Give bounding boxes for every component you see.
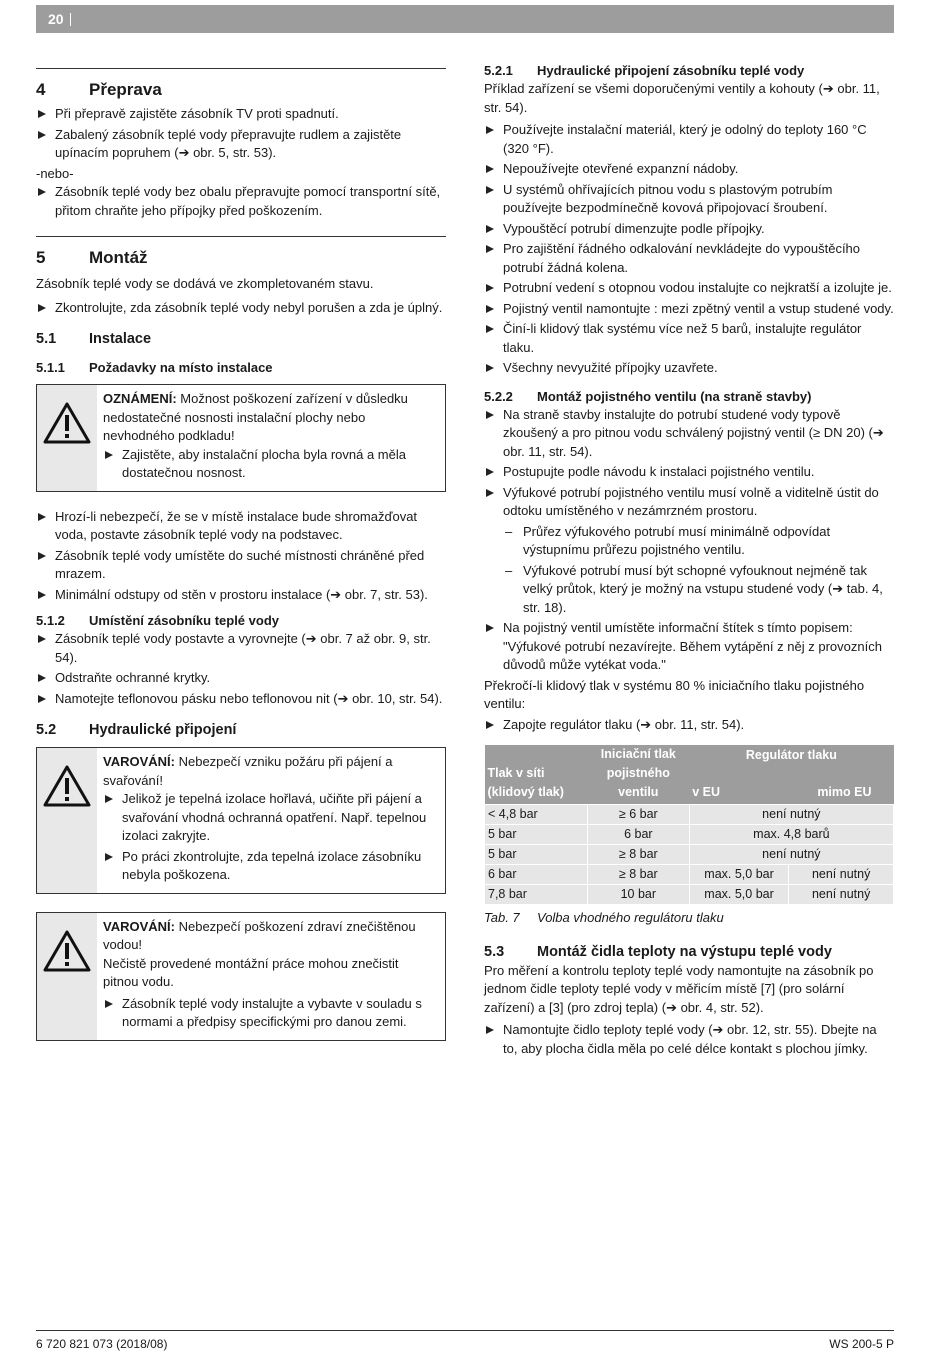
page-number: 20 <box>48 11 64 27</box>
table-cell: není nutný <box>689 845 893 865</box>
or-text: -nebo- <box>36 165 74 181</box>
table-cell: 7,8 bar <box>485 885 588 905</box>
list-item: Při přepravě zajistěte zásobník TV proti spadnutí. <box>36 105 446 124</box>
list-item: Pojistný ventil namontujte : mezi zpětný ventil a vstup studené vody. <box>484 300 894 319</box>
list-item: Minimální odstupy od stěn v prostoru instalace (➔ obr. 7, str. 53). <box>36 586 446 605</box>
list-item: Potrubní vedení s otopnou vodou instalujte co nejkratší a izolujte je. <box>484 279 894 298</box>
section-5-1-2-heading: 5.1.2 Umístění zásobníku teplé vody <box>36 613 279 628</box>
list-item: Zkontrolujte, zda zásobník teplé vody nebyl porušen a zda je úplný. <box>36 299 446 318</box>
s5-intro: Zásobník teplé vody se dodává ve zkompletovaném stavu. <box>36 276 374 291</box>
list-item: Pro zajištění řádného odkalování nevkládejte do vypouštěcího potrubí žádná kolena. <box>484 240 894 277</box>
table-header-eu: v EU <box>689 765 789 805</box>
s4-bullets <box>36 105 446 163</box>
table-row <box>485 825 894 845</box>
notice-text: OZNÁMENÍ: Možnost poškození zařízení v důsledku nedostatečné nosnosti instalační plochy nebo nevhodného podkladu! <box>103 391 408 443</box>
list-item: Vypouštěcí potrubí dimenzujte podle přípojky. <box>484 220 894 239</box>
section-5-heading: 5 Montáž <box>36 248 148 267</box>
warning-triangle-icon <box>42 401 92 445</box>
table-row <box>485 865 894 885</box>
list-item: Zásobník teplé vody postavte a vyrovnejte (➔ obr. 7 až obr. 9, str. 54). <box>36 630 446 667</box>
list-item: Hrozí-li nebezpečí, že se v místě instalace bude shromažďovat voda, postavte zásobník teplé vody na podstavec. <box>36 508 446 545</box>
warning-icon-column <box>37 913 97 1040</box>
table-cell: max. 4,8 barů <box>689 825 893 845</box>
notice-box <box>36 384 446 492</box>
list-item: Výfukové potrubí pojistného ventilu musí volně a viditelně ústit do odtoku umístěného v nezámrzném prostoru. – Průřez výfukového potrubí musí minimálně odpovídat výstupnímu průřezu pojistného ventilu. – Výfukové potrubí musí být schopné vyfouknout nejméně tak velký průtok, který je možný na vstupu studené vody (➔ tab. 4, str. 18). <box>484 484 894 618</box>
page-header-bar <box>36 5 894 33</box>
notice-body <box>97 385 445 491</box>
table-cell: 6 bar <box>485 865 588 885</box>
section-5-2-2-heading: 5.2.2 Montáž pojistného ventilu (na straně stavby) <box>484 388 812 404</box>
right-column <box>484 62 894 1060</box>
s522-bullets-a <box>484 406 894 675</box>
table-cell: 5 bar <box>485 825 588 845</box>
list-item: Zásobník teplé vody umístěte do suché místnosti chráněné před mrazem. <box>36 547 446 584</box>
list-item: Činí-li klidový tlak systému více než 5 barů, instalujte regulátor tlaku. <box>484 320 894 357</box>
table-cell: ≥ 8 bar <box>587 845 689 865</box>
list-item: Namontujte čidlo teploty teplé vody (➔ obr. 12, str. 55). Dbejte na to, aby plocha čidla měla po celé délce kontakt s plochou jímky. <box>484 1021 894 1058</box>
s521-intro: Příklad zařízení se všemi doporučenými ventily a kohouty (➔ obr. 11, str. 54). <box>484 81 880 115</box>
warning-icon-column <box>37 748 97 893</box>
header-separator <box>70 13 71 26</box>
list-item: Používejte instalační materiál, který je odolný do teploty 160 °C (320 °F). <box>484 121 894 158</box>
left-column <box>36 62 446 1041</box>
table-row <box>485 845 894 865</box>
warning-body <box>97 913 445 1040</box>
table-cell: 5 bar <box>485 845 588 865</box>
notice-icon-column <box>37 385 97 491</box>
s5-bullets <box>36 299 446 318</box>
table-header-initiation-pressure: Iniciační tlak pojistného ventilu <box>587 745 689 805</box>
table-cell: < 4,8 bar <box>485 805 588 825</box>
table-cell: není nutný <box>789 865 894 885</box>
warning-triangle-icon <box>42 764 92 808</box>
pressure-regulator-table <box>484 745 894 905</box>
s522-dash-list <box>503 523 894 618</box>
list-item: Po práci zkontrolujte, zda tepelná izolace zásobníku nebyla poškozena. <box>103 848 437 885</box>
list-item: Postupujte podle návodu k instalaci pojistného ventilu. <box>484 463 894 482</box>
list-item: Jelikož je tepelná izolace hořlavá, učiňte při pájení a svařování vhodná ochranná opatření. Např. tepelnou izolaci zakryjte. <box>103 790 437 846</box>
table-header-network-pressure: Tlak v síti (klidový tlak) <box>485 745 588 805</box>
section-4-heading: 4 Přeprava <box>36 80 162 99</box>
table-cell: 10 bar <box>587 885 689 905</box>
section-5-1-heading: 5.1 Instalace <box>36 331 152 347</box>
table-cell: max. 5,0 bar <box>689 865 789 885</box>
table-cell: není nutný <box>789 885 894 905</box>
section-5-3-heading: 5.3 Montáž čidla teploty na výstupu teplé vody <box>484 943 832 960</box>
table-header-non-eu: mimo EU <box>789 765 894 805</box>
list-item: Všechny nevyužité přípojky uzavřete. <box>484 359 894 378</box>
list-item: Zásobník teplé vody bez obalu přepravujte pomocí transportní sítě, přitom chraňte jeho přípojky před poškozením. <box>36 183 446 220</box>
s53-text: Pro měření a kontrolu teploty teplé vody namontujte na zásobník po jednom čidle teploty teplé vody v měřicím místě [7] (pro solární zařízení) a [3] (pro zdroj tepla) (➔ obr. 4, str. 52). <box>484 962 874 1015</box>
s521-bullets <box>484 121 894 378</box>
s511-bullets <box>36 508 446 605</box>
list-item: Zabalený zásobník teplé vody přepravujte rudlem a zajistěte upínacím popruhem (➔ obr. 5, str. 53). <box>36 126 446 163</box>
warning-body <box>97 748 445 893</box>
section-5-2-heading: 5.2 Hydraulické připojení <box>36 722 237 738</box>
list-item: Namotejte teflonovou pásku nebo teflonovou nit (➔ obr. 10, str. 54). <box>36 690 446 709</box>
section-rule <box>36 236 446 237</box>
list-item: U systémů ohřívajících pitnou vodu s plastovým potrubím používejte bezpodmínečně kovová připojovací šroubení. <box>484 181 894 218</box>
s512-bullets <box>36 630 446 708</box>
footer-product-name: WS 200-5 P <box>829 1337 894 1351</box>
warning-text: VAROVÁNÍ: Nebezpečí poškození zdraví znečištěnou vodou! <box>103 918 416 952</box>
list-item: Odstraňte ochranné krytky. <box>36 669 446 688</box>
table-header-regulator: Regulátor tlaku <box>689 745 893 765</box>
warning-bullets <box>103 995 437 1032</box>
warning-text: VAROVÁNÍ: Nebezpečí vzniku požáru při pájení a svařování! <box>103 754 393 788</box>
warning-extra: Nečistě provedené montážní práce mohou znečistit pitnou vodu. <box>103 955 399 989</box>
footer-document-number: 6 720 821 073 (2018/08) <box>36 1337 168 1351</box>
section-5-2-1-heading: 5.2.1 Hydraulické připojení zásobníku teplé vody <box>484 63 805 78</box>
s522-text: Překročí-li klidový tlak v systému 80 % iniciačního tlaku pojistného ventilu: <box>484 677 865 711</box>
footer-rule <box>36 1330 894 1331</box>
table-row <box>485 805 894 825</box>
table-cell: ≥ 6 bar <box>587 805 689 825</box>
table-cell: 6 bar <box>587 825 689 845</box>
list-item: Na straně stavby instalujte do potrubí studené vody typově zkoušený a pro pitnou vodu schválený pojistný ventil (≥ DN 20) (➔ obr. 11, str. 54). <box>484 406 894 462</box>
notice-bullets <box>103 446 437 483</box>
warning-box-fire <box>36 747 446 894</box>
list-item: Zajistěte, aby instalační plocha byla rovná a měla dostatečnou nosnost. <box>103 446 437 483</box>
warning-bullets <box>103 790 437 885</box>
list-item: Nepoužívejte otevřené expanzní nádoby. <box>484 160 894 179</box>
s53-bullets <box>484 1021 894 1058</box>
section-5-1-1-heading: 5.1.1 Požadavky na místo instalace <box>36 360 273 375</box>
list-item: Zásobník teplé vody instalujte a vybavte v souladu s normami a předpisy specifickými pro danou zemi. <box>103 995 437 1032</box>
table-cell: max. 5,0 bar <box>689 885 789 905</box>
s522-bullets-c <box>484 716 894 735</box>
table-cell: není nutný <box>689 805 893 825</box>
list-item: – Výfukové potrubí musí být schopné vyfouknout nejméně tak velký průtok, který je možný na vstupu studené vody (➔ tab. 4, str. 18). <box>503 562 894 618</box>
section-rule <box>36 68 446 69</box>
warning-triangle-icon <box>42 929 92 973</box>
s4-bullets-2 <box>36 183 446 220</box>
warning-box-water <box>36 912 446 1041</box>
table-caption: Tab. 7 Volba vhodného regulátoru tlaku <box>484 910 724 925</box>
table-row <box>485 885 894 905</box>
list-item: – Průřez výfukového potrubí musí minimálně odpovídat výstupnímu průřezu pojistného ventilu. <box>503 523 894 560</box>
table-cell: ≥ 8 bar <box>587 865 689 885</box>
list-item: Na pojistný ventil umístěte informační štítek s tímto popisem: "Výfukové potrubí nezavírejte. Během vytápění z něj z provozních důvodů může vytékat voda." <box>484 619 894 675</box>
list-item: Zapojte regulátor tlaku (➔ obr. 11, str. 54). <box>484 716 894 735</box>
